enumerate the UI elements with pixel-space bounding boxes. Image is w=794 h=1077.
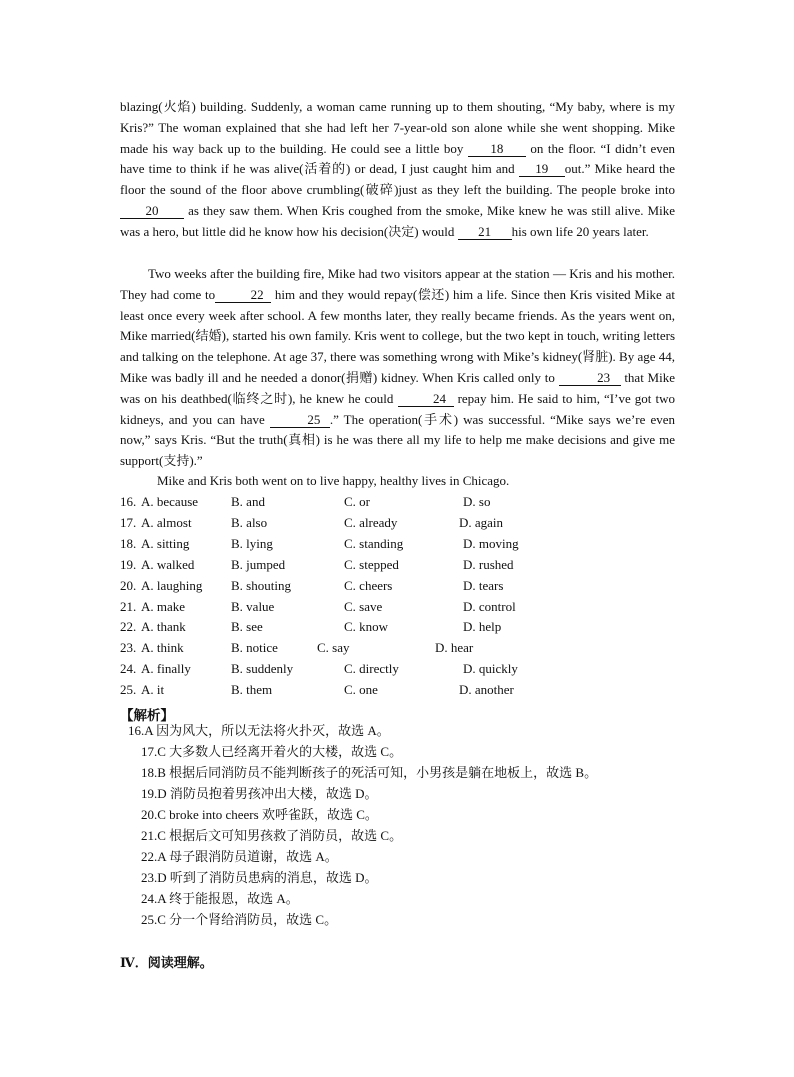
option-b: B. notice [231,640,278,655]
option-c: C. know [344,619,389,634]
question-number: 16. [120,494,137,509]
question-number: 21. [120,599,137,614]
option-d: D. quickly [463,661,518,676]
option-c: C. say [317,640,350,655]
option-d: D. hear [435,640,474,655]
analysis-item: 18.B 根据后同消防员不能判断孩子的死活可知，小男孩是躺在地板上，故选 B。 [141,765,598,780]
section-heading: Ⅳ．阅读理解。 [120,955,213,970]
option-a: A. make [141,599,186,614]
blank-19: 19 [519,162,565,177]
option-a: A. finally [141,661,191,676]
analysis-item: 16.A 因为风大，所以无法将火扑灭，故选 A。 [128,723,390,738]
analysis-item: 22.A 母子跟消防员道谢，故选 A。 [141,849,338,864]
question-number: 23. [120,640,137,655]
question-number: 25. [120,682,137,697]
analysis-item: 17.C 大多数人已经离开着火的大楼，故选 C。 [141,744,403,759]
passage-text: his own life 20 years later. [511,223,649,239]
option-b: B. lying [231,536,273,551]
passage-text: Two weeks after the building fire, Mike had two visitors appear at the station — Kris and his mother. They had come to [120,266,675,302]
option-c: C. directly [344,661,399,676]
passage-text: out.” Mike heard the floor the sound of the floor above crumbling(破碎)just as they left the building. The people broke into [120,161,675,198]
passage-paragraph-1 [120,97,675,243]
option-a: A. laughing [141,578,203,593]
analysis-heading: 【解析】 [120,708,174,723]
passage-paragraph-3: Mike and Kris both went on to live happy, healthy lives in Chicago. [157,473,510,488]
option-d: D. control [463,599,516,614]
passage-text: blazing(火焰) building. Suddenly, a woman came running up to them shouting, “My baby, where is my Kris?” The woman explained that she had left her 7-year-old son alone while she went shopping. Mike made his way back up to the building. He could see a little boy [120,99,675,156]
blank-22: 22 [215,288,271,303]
blank-23: 23 [559,371,621,386]
passage-text: that Mike was on his deathbed(临终之时), he knew he could [120,369,675,406]
question-number: 20. [120,578,137,593]
question-number: 17. [120,515,137,530]
question-number: 18. [120,536,137,551]
option-a: A. think [141,640,184,655]
option-c: C. one [344,682,378,697]
option-a: A. sitting [141,536,190,551]
analysis-item: 20.C broke into cheers 欢呼雀跃，故选 C。 [141,807,378,822]
analysis-item: 21.C 根据后文可知男孩救了消防员，故选 C。 [141,828,403,843]
option-b: B. them [231,682,273,697]
passage-text: .” The operation(手术) was successful. “Mike says we’re even now,” says Kris. “But the truth(真相) is he was there all my life to help me make decisions and give me support(支持).” [120,411,676,469]
passage-text: repay him. He said to him, “I’ve got two kidneys, and you can have [120,390,675,427]
blank-18: 18 [468,142,526,157]
analysis-item: 25.C 分一个肾给消防员，故选 C。 [141,912,338,927]
option-a: A. thank [141,619,186,634]
question-number: 19. [120,557,137,572]
option-c: C. save [344,599,383,614]
option-b: B. value [231,599,275,614]
option-b: B. jumped [231,557,286,572]
option-c: C. or [344,494,370,509]
option-c: C. standing [344,536,404,551]
option-b: B. see [231,619,263,634]
blank-21: 21 [458,225,512,240]
question-number: 24. [120,661,137,676]
option-b: B. and [231,494,265,509]
option-b: B. shouting [231,578,291,593]
option-d: D. tears [463,578,504,593]
option-d: D. so [463,494,491,509]
question-number: 22. [120,619,137,634]
analysis-item: 23.D 听到了消防员患病的消息，故选 D。 [141,870,378,885]
option-b: B. suddenly [231,661,294,676]
option-a: A. it [141,682,165,697]
option-a: A. almost [141,515,192,530]
option-a: A. walked [141,557,195,572]
passage-text: him and they would repay(偿还) him a life. Since then Kris visited Mike at least once every week after school. A few months later, they really became friends. As the years went on, Mike married(结婚), started his own family. Kris went to college, but the two kept in touch, writing letters and talking on the telephone. At age 37, there was something wrong with Mike’s kidney(肾脏). By age 44, Mike was badly ill and he needed a donor(捐赠) kidney. When Kris called only to [120,286,676,385]
option-b: B. also [231,515,268,530]
option-c: C. stepped [344,557,399,572]
analysis-item: 24.A 终于能报恩，故选 A。 [141,891,299,906]
option-d: D. moving [463,536,519,551]
option-c: C. already [344,515,398,530]
passage-text: as they saw them. When Kris coughed from the smoke, Mike knew he was still alive. Mike was a hero, but little did he know how his decision(决定) would [120,202,675,239]
option-d: D. another [459,682,514,697]
passage-paragraph-2 [120,264,675,472]
option-c: C. cheers [344,578,393,593]
blank-20: 20 [120,204,184,219]
blank-24: 24 [398,392,454,407]
option-a: A. because [141,494,199,509]
option-d: D. again [459,515,504,530]
option-d: D. help [463,619,502,634]
analysis-item: 19.D 消防员抱着男孩冲出大楼，故选 D。 [141,786,378,801]
passage-text: on the floor. “I didn’t even have time to think if he was alive(活着的) or dead, I just caught him and [120,140,675,177]
option-d: D. rushed [463,557,514,572]
blank-25: 25 [270,413,330,428]
